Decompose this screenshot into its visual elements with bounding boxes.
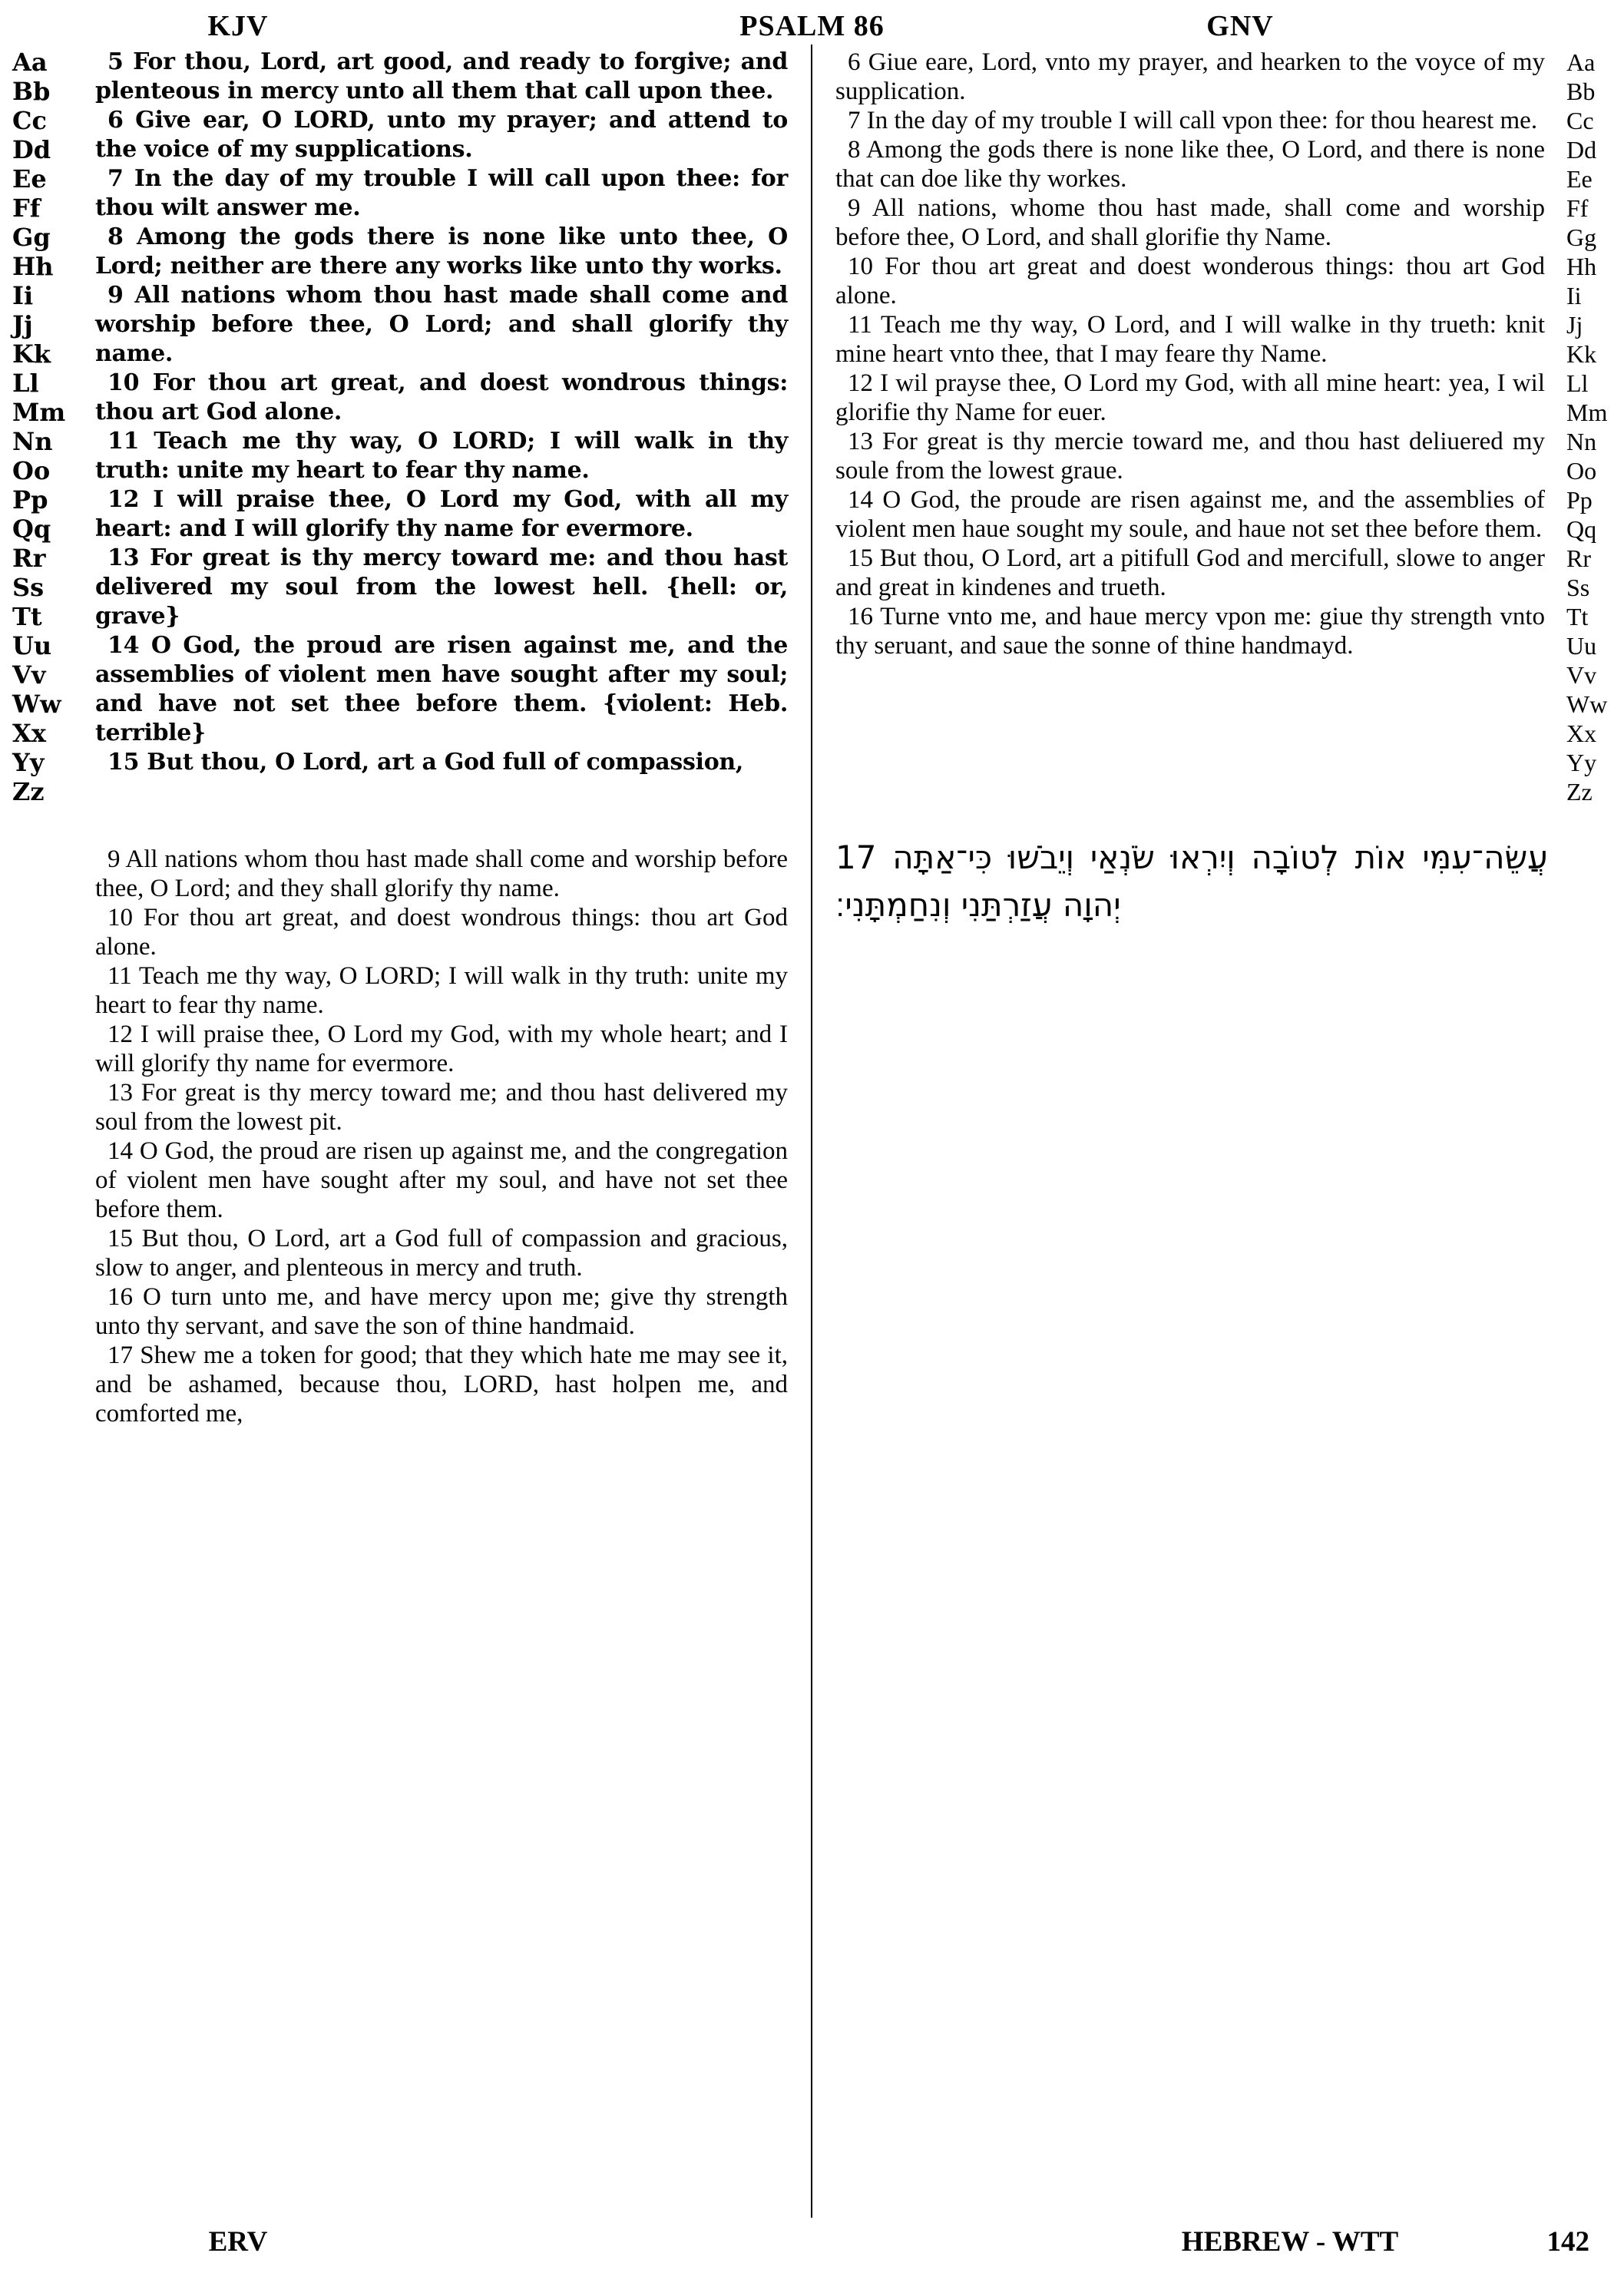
margin-letter: Qq <box>1566 515 1597 543</box>
margin-letter: Kk <box>12 339 51 369</box>
margin-letter: Ee <box>1566 165 1593 193</box>
margin-letter: Yy <box>12 748 45 777</box>
margin-letter: Ss <box>12 573 45 602</box>
margin-letter: Qq <box>12 514 51 544</box>
margin-letter: Aa <box>12 48 48 77</box>
margin-letter: Ff <box>1566 194 1589 222</box>
erv-column <box>95 845 788 1428</box>
footer-erv-label: ERV <box>208 2226 268 2258</box>
margin-letter: Cc <box>12 106 47 135</box>
margin-letter: Xx <box>1566 720 1597 747</box>
left-margin-letters <box>12 48 89 806</box>
margin-letter: Aa <box>1566 48 1596 76</box>
margin-letter: Yy <box>1566 749 1597 776</box>
margin-letter: Xx <box>12 719 46 748</box>
hebrew-wtt-column <box>835 834 1548 929</box>
erv-verse: 13 For great is thy mercy toward me; and thou hast delivered my soul from the lowest pit. <box>95 1079 788 1136</box>
erv-verse: 16 O turn unto me, and have mercy upon me; give thy strength unto thy servant, and save the son of thine handmaid. <box>95 1283 788 1340</box>
kjv-verse: 7 In the day of my trouble I will call upon thee: for thou wilt answer me. <box>95 165 788 221</box>
kjv-verse: 15 But thou, O Lord, art a God full of compassion, <box>107 749 744 776</box>
margin-letter: Pp <box>1566 486 1593 514</box>
erv-verse: 15 But thou, O Lord, art a God full of compassion and gracious, slow to anger, and plenteous in mercy and truth. <box>95 1225 788 1282</box>
gnv-verse: 13 For great is thy mercie toward me, and thou hast deliuered my soule from the lowest graue. <box>835 428 1545 485</box>
margin-letter: Zz <box>1566 778 1593 806</box>
kjv-verse: 5 For thou, Lord, art good, and ready to forgive; and plenteous in mercy unto all them that call upon thee. <box>95 48 788 104</box>
gnv-verse: 15 But thou, O Lord, art a pitifull God and mercifull, slowe to anger and great in kindenes and trueth. <box>835 544 1545 601</box>
page-title: PSALM 86 <box>739 10 885 42</box>
kjv-verse: 11 Teach me thy way, O LORD; I will walk in thy truth: unite my heart to fear thy name. <box>95 428 788 484</box>
margin-letter: Dd <box>12 135 51 164</box>
margin-letter: Jj <box>1566 311 1583 339</box>
gnv-verse: 8 Among the gods there is none like thee, O Lord, and there is none that can doe like thy workes. <box>835 136 1545 193</box>
margin-letter: Vv <box>1566 661 1597 689</box>
margin-letter: Nn <box>12 427 53 456</box>
margin-letter: Mm <box>1566 399 1608 426</box>
gnv-verse: 11 Teach me thy way, O Lord, and I will walke in thy trueth: knit mine heart vnto thee, that I may feare thy Name. <box>835 311 1545 368</box>
margin-letter: Tt <box>12 602 42 631</box>
erv-verse: 10 For thou art great, and doest wondrous things: thou art God alone. <box>95 904 788 961</box>
erv-verse: 12 I will praise thee, O Lord my God, with my whole heart; and I will glorify thy name for evermore. <box>95 1021 788 1077</box>
margin-letter: Ll <box>12 369 39 398</box>
page-number: 142 <box>1546 2226 1589 2258</box>
margin-letter: Mm <box>12 398 66 427</box>
kjv-verse: 12 I will praise thee, O Lord my God, with all my heart: and I will glorify thy name for evermore. <box>95 486 788 542</box>
gnv-verse: 16 Turne vnto me, and haue mercy vpon me: giue thy strength vnto thy seruant, and saue the sonne of thine handmayd. <box>835 603 1545 660</box>
margin-letter: Gg <box>12 223 51 252</box>
margin-letter: Hh <box>12 252 54 281</box>
gnv-verse: 7 In the day of my trouble I will call vpon thee: for thou hearest me. <box>848 107 1538 134</box>
gnv-column <box>835 48 1545 660</box>
margin-letter: Rr <box>1566 544 1591 572</box>
margin-letter: Kk <box>1566 340 1597 368</box>
kjv-verse: 13 For great is thy mercy toward me: and thou hast delivered my soul from the lowest hell. {hell: or, grave} <box>95 544 788 630</box>
erv-verse: 17 Shew me a token for good; that they which hate me may see it, and be ashamed, because thou, LORD, hast holpen me, and comforted me, <box>95 1342 788 1428</box>
margin-letter: Hh <box>1566 253 1597 280</box>
margin-letter: Tt <box>1566 603 1589 630</box>
kjv-column <box>95 48 788 777</box>
margin-letter: Dd <box>1566 136 1597 164</box>
kjv-verse: 14 O God, the proud are risen against me, and the assemblies of violent men have sought after my soul; and have not set thee before them. {violent: Heb. terrible} <box>95 632 788 746</box>
margin-letter: Uu <box>12 631 52 660</box>
margin-letter: Pp <box>12 485 48 514</box>
margin-letter: Ww <box>12 690 61 719</box>
margin-letter: Ss <box>1566 574 1590 601</box>
margin-letter: Uu <box>1566 632 1597 660</box>
margin-letter: Ww <box>1566 690 1608 718</box>
gnv-verse: 10 For thou art great and doest wonderous things: thou art God alone. <box>835 253 1545 309</box>
margin-letter: Ee <box>12 164 47 194</box>
margin-letter: Ff <box>12 194 41 223</box>
gnv-verse: 14 O God, the proude are risen against me, and the assemblies of violent men haue sought my soule, and haue not set thee before them. <box>835 486 1545 543</box>
erv-verse: 9 All nations whom thou hast made shall come and worship before thee, O Lord; and they shall glorify thy name. <box>95 845 788 902</box>
margin-letter: Nn <box>1566 428 1597 455</box>
margin-letter: Cc <box>1566 107 1594 134</box>
gnv-verse: 12 I wil prayse thee, O Lord my God, with all mine heart: yea, I wil glorifie thy Name for euer. <box>835 369 1545 426</box>
margin-letter: Ii <box>1566 282 1582 309</box>
margin-letter: Zz <box>12 777 45 806</box>
gnv-verse: 9 All nations, whome thou hast made, shall come and worship before thee, O Lord, and shall glorifie thy Name. <box>835 194 1545 251</box>
kjv-verse: 6 Give ear, O LORD, unto my prayer; and attend to the voice of my supplications. <box>95 107 788 163</box>
footer-hebrew-wtt-label: HEBREW - WTT <box>1181 2226 1399 2258</box>
column-divider <box>811 45 812 2218</box>
margin-letter: Bb <box>12 77 51 106</box>
right-margin-letters <box>1566 48 1620 806</box>
header-gnv-label: GNV <box>1206 10 1274 42</box>
gnv-verse: 6 Giue eare, Lord, vnto my prayer, and hearken to the voyce of my supplication. <box>835 48 1545 105</box>
margin-letter: Ii <box>12 281 34 310</box>
kjv-verse: 10 For thou art great, and doest wondrous things: thou art God alone. <box>95 369 788 425</box>
erv-verse: 14 O God, the proud are risen up against me, and the congregation of violent men have sought after my soul, and have not set thee before them. <box>95 1137 788 1223</box>
margin-letter: Gg <box>1566 223 1597 251</box>
header-kjv-label: KJV <box>207 10 269 42</box>
kjv-verse: 9 All nations whom thou hast made shall come and worship before thee, O Lord; and shall glorify thy name. <box>95 282 788 367</box>
margin-letter: Ll <box>1566 369 1589 397</box>
margin-letter: Rr <box>12 544 46 573</box>
margin-letter: Bb <box>1566 78 1596 105</box>
margin-letter: Vv <box>12 660 46 690</box>
erv-verse: 11 Teach me thy way, O LORD; I will walk in thy truth: unite my heart to fear thy name. <box>95 962 788 1019</box>
margin-letter: Oo <box>1566 457 1597 485</box>
kjv-verse: 8 Among the gods there is none like unto thee, O Lord; neither are there any works like unto thy works. <box>95 223 788 280</box>
margin-letter: Oo <box>12 456 51 485</box>
margin-letter: Jj <box>12 310 33 339</box>
hebrew-verse: 17 עֲשֵׂה־עִמִּי אוֹת לְטוֹבָה וְיִרְאוּ שֹׂנְאַי וְיֵבֹשׁוּ כִּי־אַתָּה יְהוָה עֲזַרְתַּנִי וְנִחַמְתָּנִי׃ <box>835 839 1548 924</box>
